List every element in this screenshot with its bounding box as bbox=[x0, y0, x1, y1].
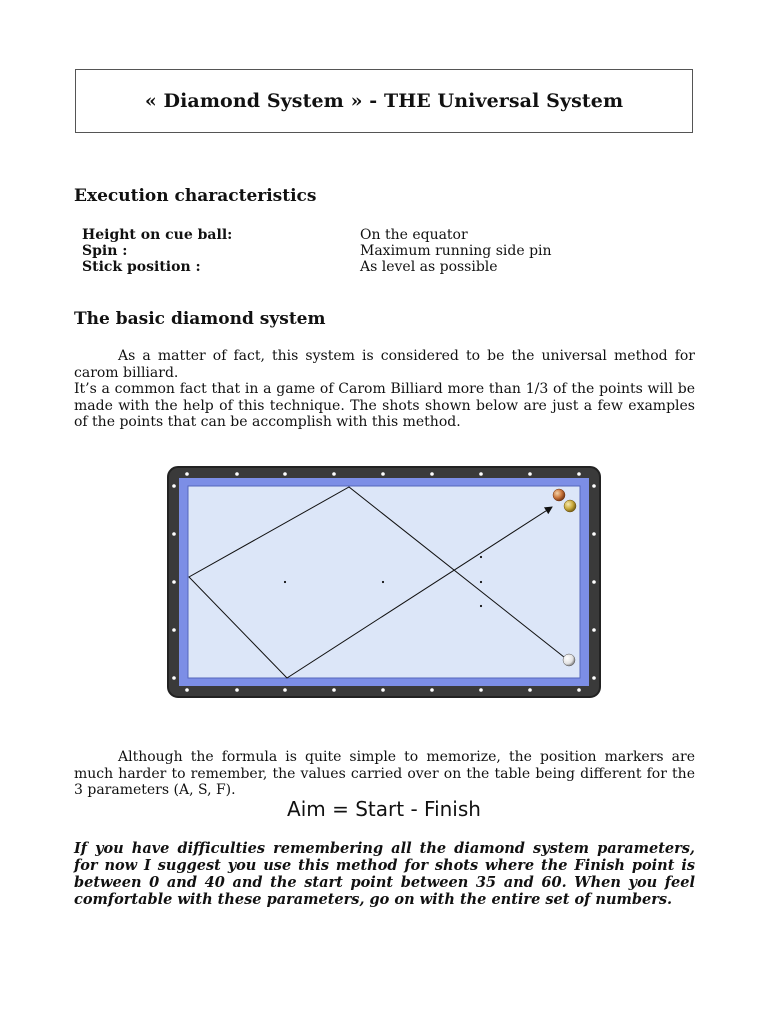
spot-marker bbox=[480, 556, 482, 558]
characteristic-label: Spin : bbox=[82, 243, 128, 259]
diamond-marker bbox=[172, 580, 176, 584]
diamond-marker bbox=[332, 688, 336, 692]
formula-intro-paragraph bbox=[74, 749, 695, 799]
diamond-marker bbox=[592, 628, 596, 632]
diamond-marker bbox=[577, 472, 581, 476]
diamond-marker bbox=[430, 688, 434, 692]
diamond-marker bbox=[185, 688, 189, 692]
diamond-marker bbox=[592, 532, 596, 536]
diamond-marker bbox=[381, 688, 385, 692]
characteristics-table bbox=[82, 227, 682, 275]
diamond-marker bbox=[185, 472, 189, 476]
diamond-marker bbox=[235, 688, 239, 692]
diamond-marker bbox=[577, 688, 581, 692]
formula: Aim = Start - Finish bbox=[287, 797, 481, 821]
diamond-marker bbox=[283, 472, 287, 476]
intro-paragraph bbox=[74, 348, 695, 431]
spot-marker bbox=[284, 581, 286, 583]
diamond-marker bbox=[283, 688, 287, 692]
diamond-marker bbox=[592, 676, 596, 680]
yellow-object-ball bbox=[564, 500, 576, 512]
intro-line1: As a matter of fact, this system is considered to be the universal method for carom billiard. bbox=[74, 348, 695, 381]
characteristic-label: Height on cue ball: bbox=[82, 227, 233, 243]
execution-heading: Execution characteristics bbox=[74, 186, 317, 206]
diamond-marker bbox=[172, 484, 176, 488]
diamond-marker bbox=[528, 688, 532, 692]
diamond-marker bbox=[235, 472, 239, 476]
characteristic-value: On the equator bbox=[360, 227, 468, 243]
suggestion-note: If you have difficulties remembering all the diamond system parameters, for now I suggest you use this method for shots where the Finish point is between 0 and 40 and the start point between 35 and 60. When you feel comfortable with these parameters, go on with the entire set of numbers. bbox=[74, 840, 695, 908]
characteristic-row bbox=[82, 259, 682, 275]
characteristic-label: Stick position : bbox=[82, 259, 201, 275]
characteristic-value: Maximum running side pin bbox=[360, 243, 552, 259]
billiard-table-diagram bbox=[167, 466, 601, 698]
red-object-ball bbox=[553, 489, 565, 501]
page-title: « Diamond System » - THE Universal System bbox=[144, 90, 624, 112]
diamond-marker bbox=[592, 580, 596, 584]
formula-intro-text: Although the formula is quite simple to memorize, the position markers are much harder to remember, the values carried over on the table being different for the 3 parameters (A, S, F). bbox=[74, 749, 695, 798]
diamond-marker bbox=[332, 472, 336, 476]
characteristic-row bbox=[82, 227, 682, 243]
white-cue-ball bbox=[563, 654, 575, 666]
diamond-marker bbox=[172, 676, 176, 680]
diamond-marker bbox=[479, 472, 483, 476]
characteristic-row bbox=[82, 243, 682, 259]
diamond-marker bbox=[592, 484, 596, 488]
spot-marker bbox=[382, 581, 384, 583]
spot-marker bbox=[480, 605, 482, 607]
title-box bbox=[75, 69, 693, 133]
diamond-marker bbox=[430, 472, 434, 476]
diamond-marker bbox=[528, 472, 532, 476]
diamond-marker bbox=[381, 472, 385, 476]
spot-marker bbox=[480, 581, 482, 583]
characteristic-value: As level as possible bbox=[360, 259, 498, 275]
diamond-marker bbox=[172, 532, 176, 536]
diamond-marker bbox=[172, 628, 176, 632]
intro-line2: It’s a common fact that in a game of Carom Billiard more than 1/3 of the points will be made with the help of this technique. The shots shown below are just a few examples of the points that can be accomplish with this method. bbox=[74, 381, 695, 430]
diamond-marker bbox=[479, 688, 483, 692]
basic-system-heading: The basic diamond system bbox=[74, 309, 326, 329]
